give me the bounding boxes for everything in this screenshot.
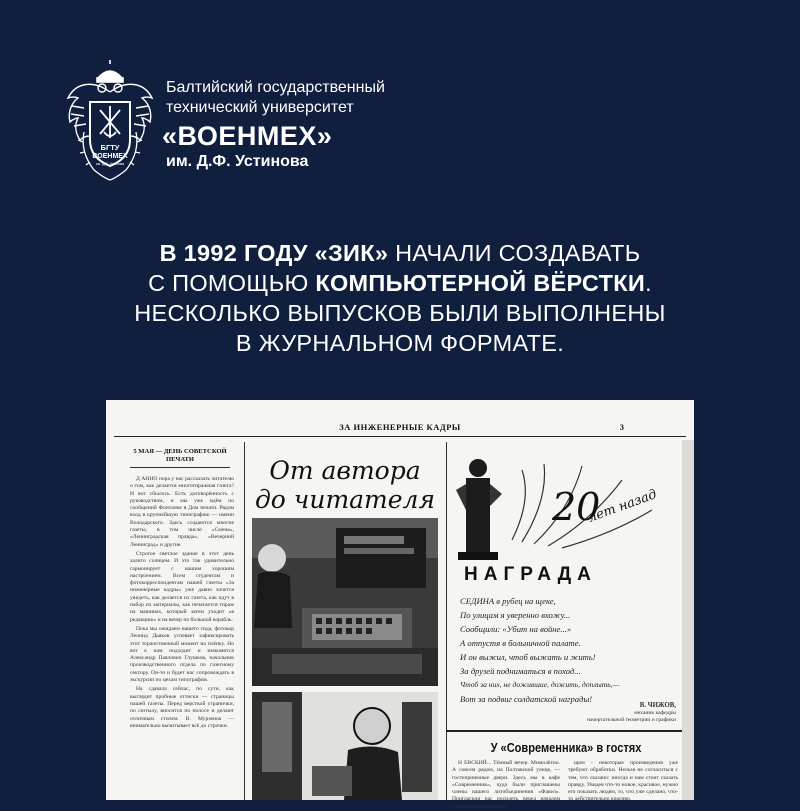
article-paragraph: Строгое светлое здание в этот день залито солнцем. И это так удивительно гармонирует с нашим хорошим настроением. Всем студентам и фотокорреспондентам нашей газеты «За инженерные кадры» уже давно хочется увидеть, как делается их газета, как идут в набор их материалы, как печатается тираж на машинах, который затем уходит «в редакцию» и на вечер по большой корабль. [130, 550, 234, 623]
scan-margin [682, 440, 694, 800]
headline-line-4: В ЖУРНАЛЬНОМ ФОРМАТЕ. [235, 330, 565, 356]
anniversary-caption: лет назад [586, 487, 659, 526]
article-column-left [130, 476, 234, 800]
poem-line: Чтоб за них, не дожившие, дожить, доплыть,— [460, 680, 620, 689]
poem-line: И он выжил, чтоб выжать и жить! [460, 652, 596, 662]
article-column-bottom-left [452, 760, 560, 810]
typesetter-photo [252, 518, 438, 686]
headline-text-2: С ПОМОЩЬЮ [148, 270, 316, 296]
column-rule [244, 442, 245, 800]
poem-author: В. ЧИЖОВ, [639, 702, 676, 709]
poem-line: А отпустя в больничной палате. [460, 638, 581, 648]
university-name-line-2: технический университет [166, 99, 354, 116]
headline-bold-layout: КОМПЬЮТЕРНОЙ ВЁРСТКИ [315, 270, 646, 296]
newspaper-scan [106, 400, 694, 810]
newspaper-title: ЗА ИНЖЕНЕРНЫЕ КАДРЫ [339, 422, 461, 432]
headline-line-3: НЕСКОЛЬКО ВЫПУСКОВ БЫЛИ ВЫПОЛНЕНЫ [134, 300, 666, 326]
section-divider [446, 730, 686, 732]
article-paragraph: Пока мы ожидаем нашего гида, фотокор Леонид Дьяков успевает зафиксировать этот торжественный момент на плёнку. Но вот к нам подходит и знакомится Александр Павлович Глушков, начальник производственного отдела по газетному сектору. Он-то и будет нас сопровождать в экскурсии по цехам типографии. [130, 625, 234, 684]
section-title-sovremennik: У «Современника» в гостях [490, 740, 642, 755]
emblem-label-1: БГТУ [100, 143, 120, 152]
anniversary-banner [452, 450, 672, 562]
headline-line-2 [60, 268, 740, 298]
poem-line: Сообщили: «Убит на войне...» [460, 624, 572, 634]
crown-icon [97, 60, 123, 82]
headline-text-1: НАЧАЛИ СОЗДАВАТЬ [388, 240, 641, 266]
column-rule [446, 442, 447, 800]
newspaper-page-number: 3 [619, 422, 624, 432]
feature-title-line-1: От автора [269, 456, 421, 485]
university-name-line-1: Балтийский государственный [166, 79, 385, 96]
emblem-label-3: им. Д.Ф. Устинова [95, 162, 125, 166]
article-paragraph: Д АННО пора у нас рассказать читателю о том, как делается многотиражная газета? И вот сбылось. Есть договорённость с руководством, и мы уже идём по сообщений Фонтанке в Дом печати. Рядом вход в крупнейшую типографию — имени Володарского. Здесь создаются многие газеты, в том числе «Смена», «Ленинградская правда», «Вечерний Ленинград» и другие. [130, 476, 234, 548]
headline [60, 238, 740, 358]
newspaper-masthead [114, 422, 686, 437]
university-short-name: «ВОЕНМЕХ» [162, 121, 333, 151]
anniversary-number: 20 [552, 485, 601, 529]
poem [460, 594, 666, 706]
emblem-label-2: ВОЕНМЕХ [92, 153, 128, 160]
poem-line: По улицам я уверенно вхожу... [460, 610, 571, 620]
article-paragraph: щим - некоторые произведения уже требуют обработки. Нельзя не согласиться с тем, что сказано: иногда и нам стоит сказать правду. Увидев что-то новое, красивое, нужно его показать людям, то, что уже сделано, что-то действительно красиво. [568, 760, 678, 803]
university-emblem [64, 62, 156, 184]
monument-icon [456, 459, 502, 560]
poem-author-note: начертательной геометрии и графики [587, 717, 676, 723]
poem-line: Вот за подвиг солдатской награды! [460, 694, 593, 704]
poem-title: НАГРАДА [464, 564, 597, 585]
newspaper-rubric: 5 МАЯ — ДЕНЬ СОВЕТСКОЙ ПЕЧАТИ [130, 448, 230, 468]
poem-author-note: механик кафедры [634, 710, 676, 716]
article-paragraph: Н ЕВСКИЙ... Тёмный вечер. Мимолётно. А совсем рядом, на Полтавской улице, — гостеприимные двери. Здесь мы в кафе «Современник», куда были приглашены члены нашего литобъединения «Факел». Пригласили нас посидеть перед началом Союзпокойной работы. [452, 760, 560, 810]
feature-title-line-2: до читателя [254, 485, 436, 514]
article-column-bottom-right [568, 760, 678, 803]
article-paragraph: На сдавала сейчас, по сути, как выглядит пробные оттиски — страницы нашей газеты. Перед версткой странички, по сигналу, вносится по полосе и делают отличным стилем. В. Мурзенок — внимательно вычитывает всё до строчки. [130, 686, 234, 729]
headline-punct: . [645, 270, 652, 296]
feature-title [252, 456, 438, 514]
headline-bold-year: В 1992 ГОДУ «ЗИК» [159, 240, 389, 266]
poem-signature [546, 702, 676, 724]
headline-line-1 [60, 238, 740, 268]
university-named-after: им. Д.Ф. Устинова [166, 153, 309, 170]
poem-line: СЕДИНА в рубец на щеке, [460, 596, 556, 606]
poem-line: За друзей подниматься в поход... [460, 666, 581, 676]
printing-press-photo [252, 692, 438, 800]
